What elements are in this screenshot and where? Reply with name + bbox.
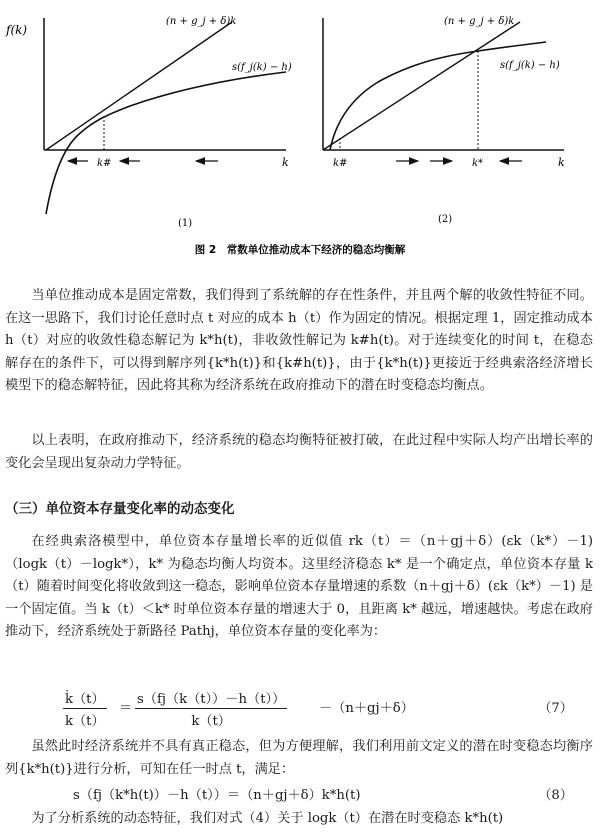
eq7-lhs-num: k̇（t） — [63, 688, 107, 709]
panel2-depreciation-line — [323, 22, 520, 150]
panel1-number: (1) — [178, 218, 193, 229]
panel2-line-label: (n + g_j + δ)k — [444, 16, 515, 27]
paragraph-4: 虽然此时经济系统并不具有真正稳态，但为方便理解，我们利用前文定义的潜在时变稳态均衡序列{k*h(t)}进行分析，可知在任一时点 t，满足： — [5, 739, 593, 777]
paragraph-1: 当单位推动成本是固定常数，我们得到了系统解的存在性条件，并且两个解的收敛性特征不同。在这一思路下，我们讨论任意时点 t 对应的成本 h（t）作为固定的情况。根据定理 1，固定推动成本 h（t）对应的收敛性稳态解记为 k*h(t)，非收敛性解记为 k#h(t)。对于连续变化的时间 t，在稳态解存在的条件下，可以得到解序列{k*h(t)}和{k#h(t)}，由于{k*h(t)}更接近于经典索洛经济增长模型下的稳态解特征，因此将其称为经济系统在政府推动下的潜在时变稳态均衡点。 — [5, 288, 593, 393]
eq8-body: s（fj（k*h(t)）－h（t））＝（n＋gj＋δ）k*h(t) — [73, 788, 361, 803]
eq7-rhs — [135, 688, 287, 729]
panel1-saving-curve — [46, 72, 286, 214]
panel2-kmark2-label: k* — [472, 158, 484, 169]
figure — [0, 0, 600, 262]
panel1-line-label: (n + g_j + δ)k — [166, 16, 237, 27]
panel2-xlabel: k — [558, 156, 565, 169]
panel1-kmark-label: k# — [97, 158, 112, 169]
panel2-curve-label: s(f_j(k) − h) — [500, 60, 560, 71]
eq7-lhs — [63, 688, 107, 729]
paragraph-3: 在经典索洛模型中，单位资本存量增长率的近似值 rk（t）＝（n＋gj＋δ）(εk（k*）－1)（logk（t）－logk*），k* 为稳态均衡人均资本。这里经济稳态 k* 是一个确定点，单位资本存量 k（t）随着时间变化将收敛到这一稳态，影响单位资本存量增速的系数（n＋gj＋δ）(εk（k*）－1) 是一个固定值。当 k（t）＜k* 时单位资本存量的增速大于 0，且距离 k* 越远，增速越快。考虑在政府推动下，经济系统处于新路径 Pathj，单位资本存量的变化率为： — [5, 534, 593, 639]
panel1-xlabel: k — [282, 156, 289, 169]
eq7-rhs-num: s（fj（k（t））－h（t）） — [135, 688, 287, 709]
equation-8 — [5, 784, 593, 806]
eq8-number: （8） — [538, 788, 573, 803]
eq7-number: （7） — [538, 701, 573, 716]
equation-7 — [5, 686, 593, 730]
panel2-kmark1-label: k# — [333, 158, 348, 169]
eq7-tail: －（n＋gj＋δ） — [319, 701, 414, 716]
eq7-equals: ＝ — [119, 701, 133, 716]
eq7-rhs-den: k（t） — [191, 714, 231, 729]
paragraph-2: 以上表明，在政府推动下，经济系统的稳态均衡特征被打破，在此过程中实际人均产出增长率的变化会呈现出复杂动力学特征。 — [5, 433, 593, 471]
panel2-number: (2) — [438, 214, 453, 225]
panel1-ylabel: f(k) — [6, 23, 28, 37]
panel1-curve-label: s(f_j(k) − h) — [232, 62, 292, 73]
section-title: （三）单位资本存量变化率的动态变化 — [5, 501, 235, 517]
figure-caption: 图 2 常数单位推动成本下经济的稳态均衡解 — [194, 244, 406, 256]
panel-1 — [5, 16, 292, 229]
paragraph-5: 为了分析系统的动态特征，我们对式（4）关于 logk（t）在潜在时变稳态 k*h(t) — [31, 811, 504, 826]
panel-2 — [323, 16, 565, 225]
panel2-saving-curve — [330, 42, 546, 150]
eq7-lhs-den: k（t） — [65, 714, 105, 729]
